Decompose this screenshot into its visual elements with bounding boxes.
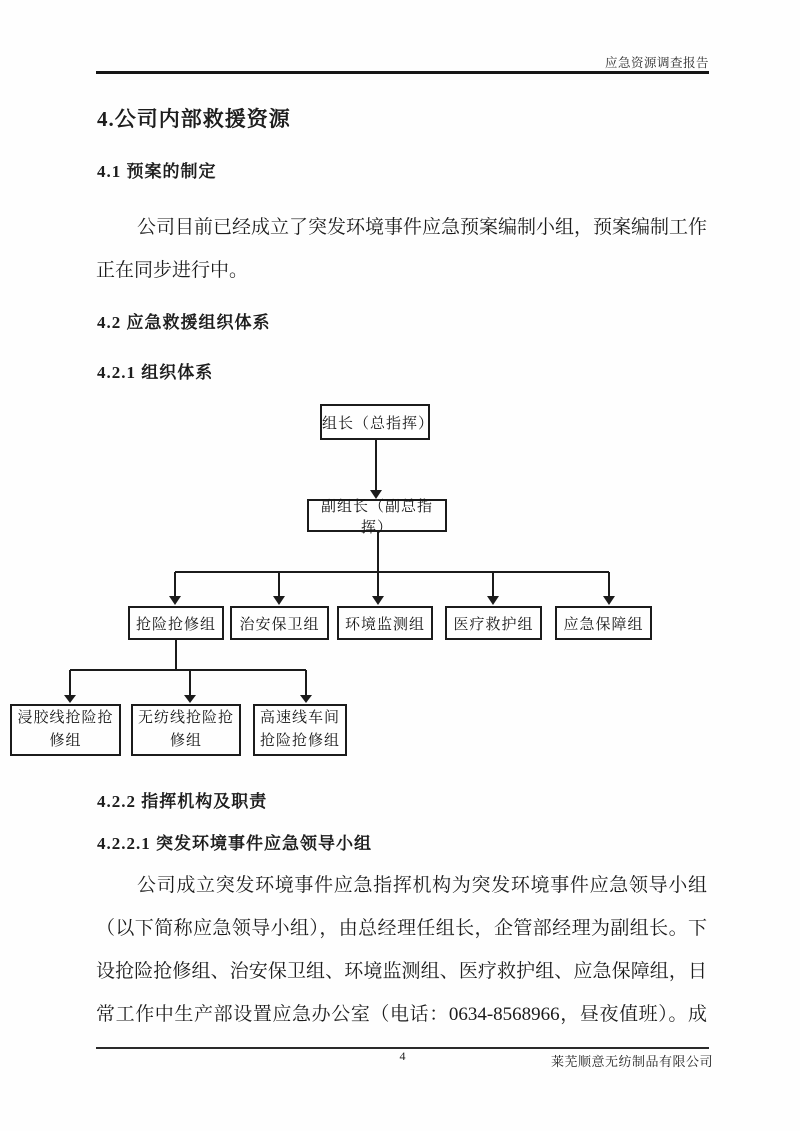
- section-heading-4-2-1: 4.2.1 组织体系: [97, 363, 214, 382]
- paragraph-4-1: [96, 206, 707, 292]
- subteam-label-line: 浸胶线抢险抢: [17, 710, 114, 726]
- org-box-team-security: 治安保卫组: [230, 606, 329, 640]
- subteam-label-line: 抢险抢修组: [259, 733, 340, 749]
- doc-header-title: 应急资源调查报告: [604, 56, 709, 70]
- footer-company-name: 莱芜顺意无纺制品有限公司: [550, 1054, 713, 1069]
- org-box-team-rescue-repair: 抢险抢修组: [128, 606, 224, 640]
- paragraph-line: 常工作中生产部设置应急办公室（电话：0634-8568966，昼夜值班）。成: [96, 1004, 707, 1025]
- section-title-4: 4.公司内部救援资源: [97, 107, 291, 131]
- org-box-team-env-monitoring: 环境监测组: [337, 606, 433, 640]
- org-box-subteam-highspeed-line: [253, 704, 347, 756]
- paragraph-4-2-2-1: [96, 864, 707, 1036]
- section-heading-4-1: 4.1 预案的制定: [97, 162, 217, 181]
- subteam-label-line: 无纺线抢险抢: [137, 710, 234, 726]
- paragraph-line: 公司成立突发环境事件应急指挥机构为突发环境事件应急领导小组: [137, 875, 707, 896]
- org-box-subteam-nonwoven-line: [131, 704, 241, 756]
- paragraph-line: 正在同步进行中。: [96, 260, 249, 281]
- org-box-subteam-dipping-line: [10, 704, 121, 756]
- subteam-label-line: 修组: [169, 733, 202, 749]
- header-rule: [96, 71, 709, 74]
- org-box-deputy: 副组长（副总指挥）: [307, 499, 447, 532]
- page-number: 4: [399, 1049, 406, 1063]
- section-heading-4-2: 4.2 应急救援组织体系: [97, 313, 271, 332]
- paragraph-line: 设抢险抢修组、治安保卫组、环境监测组、医疗救护组、应急保障组，日: [96, 961, 707, 982]
- section-heading-4-2-2: 4.2.2 指挥机构及职责: [97, 792, 268, 811]
- subteam-label-line: 修组: [49, 733, 82, 749]
- org-box-leader: 组长（总指挥）: [320, 404, 430, 440]
- org-chart: [0, 395, 800, 777]
- section-heading-4-2-2-1: 4.2.2.1 突发环境事件应急领导小组: [97, 834, 372, 853]
- org-box-team-medical: 医疗救护组: [445, 606, 542, 640]
- paragraph-line: 公司目前已经成立了突发环境事件应急预案编制小组，预案编制工作: [137, 217, 707, 238]
- subteam-label-line: 高速线车间: [259, 710, 340, 726]
- org-box-team-support: 应急保障组: [555, 606, 652, 640]
- paragraph-line: （以下简称应急领导小组），由总经理任组长，企管部经理为副组长。下: [96, 918, 707, 939]
